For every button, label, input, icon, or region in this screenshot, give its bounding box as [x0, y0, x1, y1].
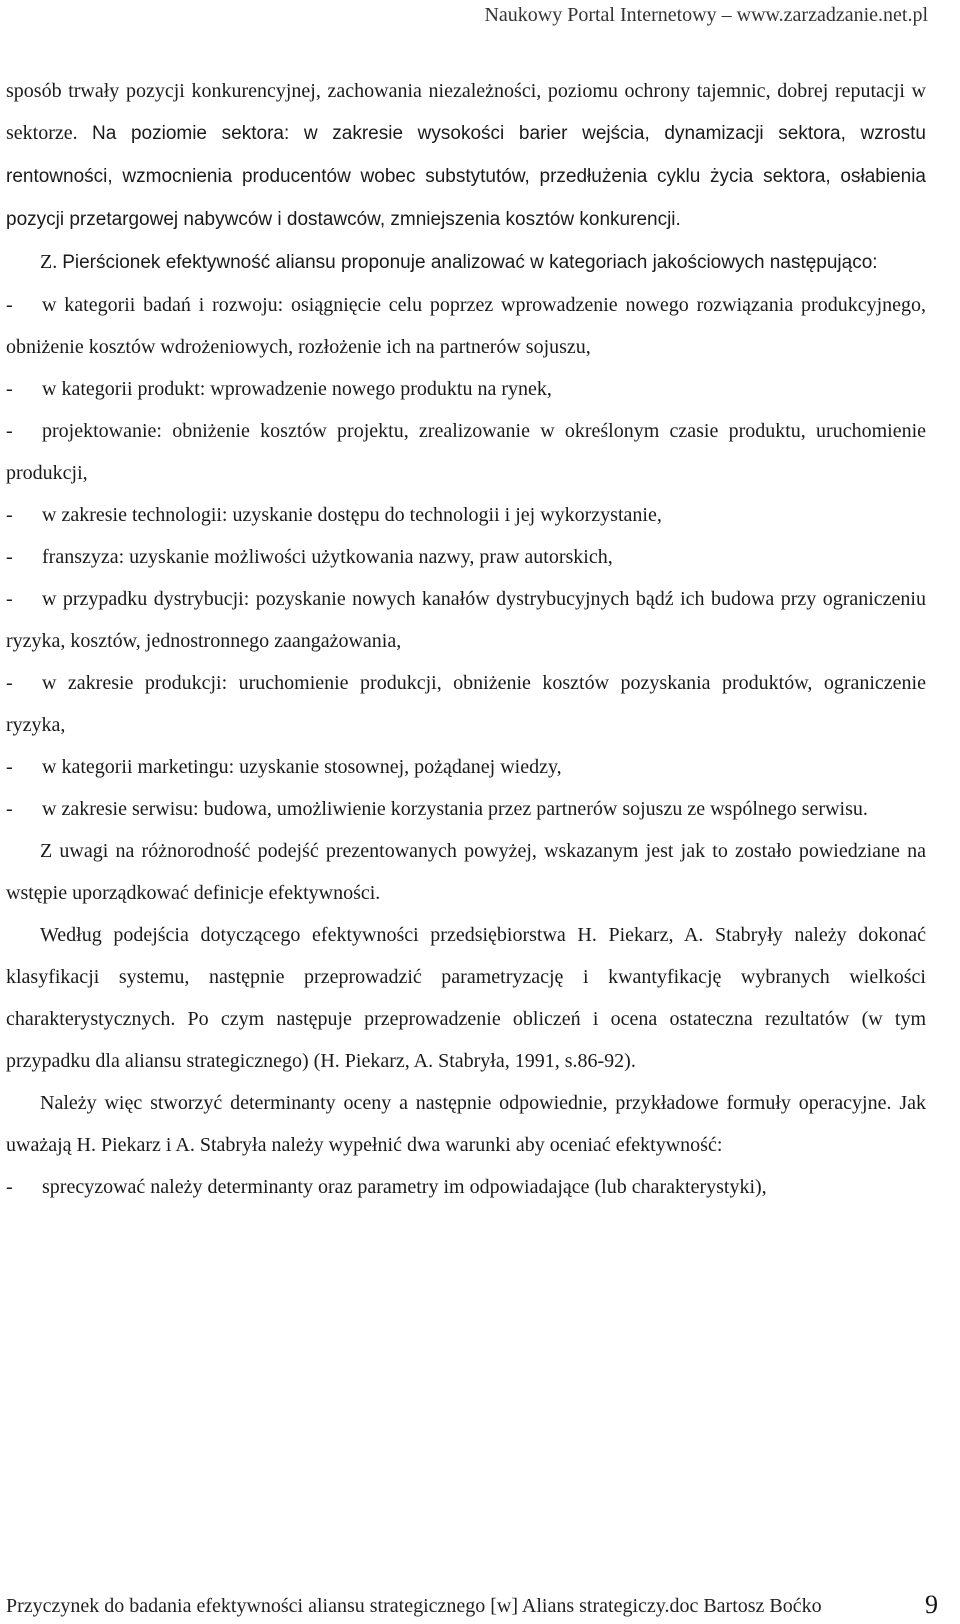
- paragraph-2-part-b: Pierścionek efektywność aliansu proponuje analizować w kategoriach jakościowych następująco:: [62, 252, 878, 273]
- paragraph-1-part-b: Na poziomie sektora: w zakresie wysokości barier wejścia, dynamizacji sektora, wzrostu rentowności, wzmocnienia producentów wobec substytutów, przedłużenia cyklu życia sektora, osłabienia pozycji przetargowej nabywców i dostawców, zmniejszenia kosztów konkurencji.: [6, 123, 926, 230]
- paragraph-2: [6, 241, 926, 284]
- list-item: - w kategorii produkt: wprowadzenie nowego produktu na rynek,: [6, 378, 552, 400]
- page-footer: Przyczynek do badania efektywności aliansu strategicznego [w] Alians strategiczy.doc Bartosz Boćko: [6, 1595, 822, 1617]
- paragraph-5: Należy więc stworzyć determinanty oceny a następnie odpowiednie, przykładowe formuły operacyjne. Jak uważają H. Piekarz i A. Stabryła należy wypełnić dwa warunki aby oceniać efektywność:: [6, 1092, 926, 1156]
- paragraph-1: [6, 70, 926, 241]
- list-item: - w zakresie serwisu: budowa, umożliwienie korzystania przez partnerów sojuszu ze wspólnego serwisu.: [6, 798, 868, 820]
- list-item: - w zakresie technologii: uzyskanie dostępu do technologii i jej wykorzystanie,: [6, 504, 662, 526]
- page-header: Naukowy Portal Internetowy – www.zarzadzanie.net.pl: [484, 4, 928, 26]
- paragraph-4: Według podejścia dotyczącego efektywności przedsiębiorstwa H. Piekarz, A. Stabryły należy dokonać klasyfikacji systemu, następnie przeprowadzić parametryzację i kwantyfikację wybranych wielkości charakterystycznych. Po czym następuje przeprowadzenie obliczeń i ocena ostateczna rezultatów (w tym przypadku dla aliansu strategicznego) (H. Piekarz, A. Stabryła, 1991, s.86-92).: [6, 924, 926, 1072]
- list-item: - w zakresie produkcji: uruchomienie produkcji, obniżenie kosztów pozyskania produktów, ograniczenie ryzyka,: [6, 672, 926, 736]
- paragraph-3: Z uwagi na różnorodność podejść prezentowanych powyżej, wskazanym jest jak to zostało powiedziane na wstępie uporządkować definicje efektywności.: [6, 840, 926, 904]
- document-body: [6, 70, 926, 1208]
- paragraph-1-part-a: sposób trwały pozycji konkurencyjnej, zachowania niezależności, poziomu ochrony tajemnic, dobrej reputacji w sektorze.: [6, 80, 926, 144]
- list-item: - w kategorii badań i rozwoju: osiągnięcie celu poprzez wprowadzenie nowego rozwiązania produkcyjnego, obniżenie kosztów wdrożeniowych, rozłożenie ich na partnerów sojuszu,: [6, 294, 926, 358]
- list-item: - w kategorii marketingu: uzyskanie stosownej, pożądanej wiedzy,: [6, 756, 562, 778]
- page-number: 9: [925, 1590, 938, 1619]
- paragraph-2-part-a: Z.: [40, 251, 63, 273]
- list-item: - sprecyzować należy determinanty oraz parametry im odpowiadające (lub charakterystyki),: [6, 1176, 767, 1198]
- list-item: - franszyza: uzyskanie możliwości użytkowania nazwy, praw autorskich,: [6, 546, 613, 568]
- list-item: - w przypadku dystrybucji: pozyskanie nowych kanałów dystrybucyjnych bądź ich budowa przy ograniczeniu ryzyka, kosztów, jednostronnego zaangażowania,: [6, 588, 926, 652]
- list-item: - projektowanie: obniżenie kosztów projektu, zrealizowanie w określonym czasie produktu, uruchomienie produkcji,: [6, 420, 926, 484]
